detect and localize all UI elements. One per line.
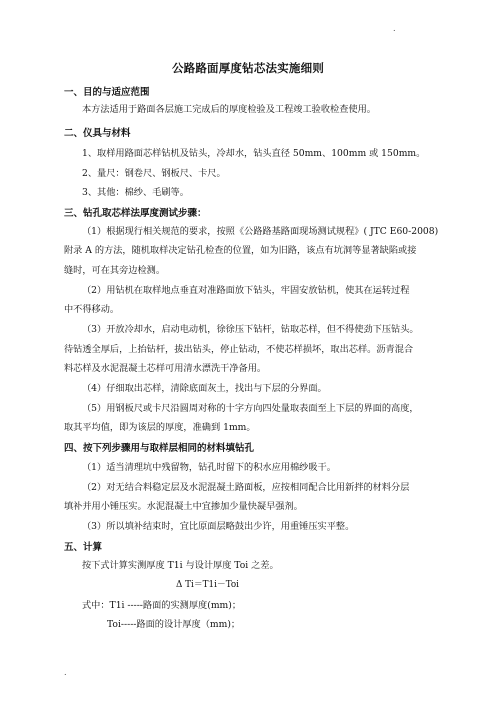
paragraph-line: 本方法适用于路面各层施工完成后的厚度检验及工程竣工验收检查使用。 [82, 104, 376, 115]
paragraph-line: 取其平均值，即为该层的厚度，准确到 1mm。 [64, 422, 256, 433]
paragraph-line: （3）开放冷却水，启动电动机，徐徐压下钻杆，钻取芯样，但不得使劲下压钻头。 [82, 324, 419, 335]
paragraph-line: （3）所以填补结束时，宜比原面层略鼓出少许，用重锤压实平整。 [82, 521, 355, 532]
document-title: 公路路面厚度钻芯法实施细则 [171, 61, 325, 75]
definition-line: 式中：T1i -----路面的实测厚度(mm)； [82, 600, 242, 611]
paragraph-line: 中不得移动。 [64, 304, 120, 315]
section-2-heading: 二、仪具与材料 [64, 128, 131, 139]
list-item: 3、其他：棉纱、毛刷等。 [82, 187, 189, 198]
section-5-heading: 五、计算 [64, 542, 103, 553]
list-item: 1、取样用路面芯样钻机及钻头，冷却水，钻头直径 50mm、100mm 或 150mm。 [82, 148, 426, 159]
paragraph-line: 缝时，可在其旁边检测。 [64, 265, 166, 276]
list-item: 2、量尺：钢卷尺、钢板尺、卡尺。 [82, 168, 226, 179]
paragraph-line: （1）根据现行相关规范的要求，按照《公路路基路面现场测试规程》( JTC E60-2008) [82, 226, 439, 237]
section-3-heading: 三、钻孔取芯样法厚度测试步骤： [64, 208, 207, 219]
page-dot-mark: . [64, 668, 67, 677]
paragraph-line: （1）适当清理坑中残留物，钻孔时留下的积水应用棉纱吸干。 [82, 462, 336, 473]
page-dot-mark: . [393, 24, 396, 33]
section-4-heading: 四、按下列步骤用与取样层相同的材料填钻孔 [64, 443, 255, 454]
paragraph-line: 待钻透全厚后，上抬钻杆，拔出钻头，停止钻动，不使芯样损坏，取出芯样。沥青混合 [64, 344, 414, 355]
paragraph-line: （2）对无结合料稳定层及水泥混凝土路面板，应按相同配合比用新拌的材料分层 [82, 482, 410, 493]
paragraph-line: （5）用钢板尺或卡尺沿圆周对称的十字方向四处量取表面至上下层的界面的高度， [82, 403, 419, 414]
paragraph-line: （4）仔细取出芯样，清除底面灰土，找出与下层的分界面。 [82, 383, 327, 394]
section-1-heading: 一、目的与适应范围 [64, 87, 150, 98]
paragraph-line: 填补并用小锤压实。水泥混凝土中宜掺加少量快凝早强剂。 [64, 501, 303, 512]
definition-line: Toi-----路面的设计厚度（mm)； [107, 619, 241, 630]
paragraph-line: 按下式计算实测厚度 T1i 与设计厚度 Toi 之差。 [82, 560, 279, 571]
formula: Δ Ti＝T1i－Toi [176, 580, 239, 590]
paragraph-line: （2）用钻机在取样地点垂直对准路面放下钻头，牢固安放钻机，使其在运转过程 [82, 285, 410, 296]
paragraph-line: 料芯样及水泥混凝土芯样可用清水漂洗干净备用。 [64, 363, 267, 374]
paragraph-line: 附录 A 的方法，随机取样决定钻孔检查的位置，如为旧路，该点有坑洞等显著缺陷或接 [64, 245, 417, 256]
